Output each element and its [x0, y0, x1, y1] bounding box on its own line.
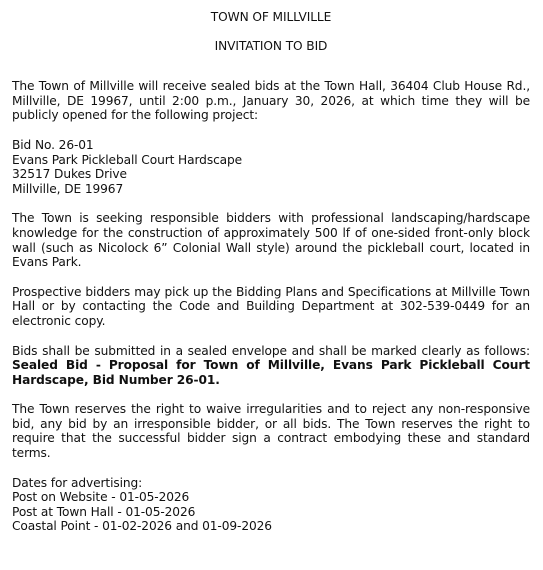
project-street: 32517 Dukes Drive	[12, 167, 127, 182]
intro-paragraph: The Town of Millville will receive sealed bids at the Town Hall, 36404 Club House Rd., Millville, DE 19967, until 2:00 p.m., January 30, 2026, at which time they will be publicly opened for the following project:	[12, 79, 530, 123]
bid-number: Bid No. 26-01	[12, 137, 94, 152]
pickup-paragraph: Prospective bidders may pick up the Bidding Plans and Specifications at Millville Town Hall or by contacting the Code and Building Department at 302-539-0449 for an electronic copy.	[12, 284, 530, 328]
submission-paragraph	[12, 344, 530, 388]
reservation-paragraph: The Town reserves the right to waive irregularities and to reject any non-responsive bid, any bid by an irresponsible bidder, or all bids. The Town reserves the right to require that the successful bidder sign a contract embodying these and standard terms.	[12, 402, 530, 461]
town-heading: TOWN OF MILLVILLE	[210, 10, 332, 24]
project-name: Evans Park Pickleball Court Hardscape	[12, 152, 243, 167]
bid-info-block	[12, 138, 530, 196]
document-title: INVITATION TO BID	[214, 38, 328, 53]
project-city: Millville, DE 19967	[12, 181, 124, 196]
advertising-dates	[12, 476, 530, 534]
submission-marking: Sealed Bid - Proposal for Town of Millville, Evans Park Pickleball Court Hardscape, Bid Number 26-01.	[12, 358, 530, 387]
date-item: Post at Town Hall - 01-05-2026	[12, 504, 196, 519]
date-item: Post on Website - 01-05-2026	[12, 490, 190, 505]
scope-paragraph: The Town is seeking responsible bidders with professional landscaping/hardscape knowledge for the construction of approximately 500 lf of one-sided front-only block wall (such as Nicolock 6” Colonial Wall style) around the pickleball court, located in Evans Park.	[12, 211, 530, 270]
submission-text: Bids shall be submitted in a sealed envelope and shall be marked clearly as follows:	[12, 343, 530, 358]
dates-heading: Dates for advertising:	[12, 475, 143, 490]
date-item: Coastal Point - 01-02-2026 and 01-09-2026	[12, 519, 272, 534]
